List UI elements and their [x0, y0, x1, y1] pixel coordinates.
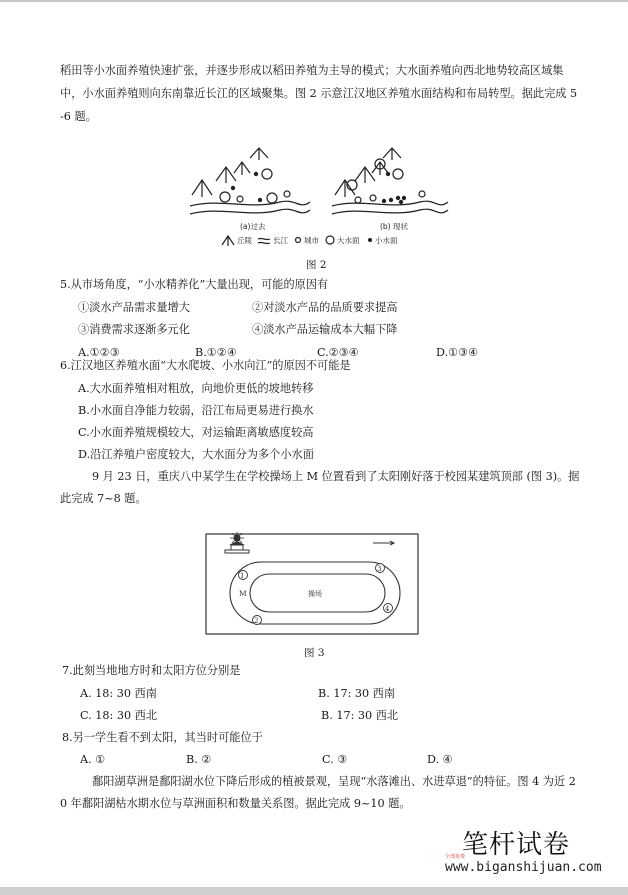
- intro3-line-1: 鄱阳湖草洲是鄱阳湖水位下降后形成的植被景观，呈现“水落滩出、水进草退”的特征。图 4 为近 2: [92, 775, 576, 788]
- top-border: [0, 0, 628, 2]
- q5-option-a: A.①②③: [78, 346, 120, 359]
- svg-text:1: 1: [240, 572, 245, 580]
- q5-option-c: C.②③④: [317, 346, 359, 359]
- watermark-title: 笔杆试卷: [462, 830, 571, 860]
- q6-option-a: A.大水面养殖相对粗放，向地价更低的坡地转移: [78, 382, 314, 395]
- q6-option-c: C.小水面养殖规模较大，对运输距离敏感度较高: [78, 426, 314, 439]
- q5-item-3: ③消费需求逐渐多元化: [78, 323, 190, 336]
- field-label: 操场: [308, 590, 322, 598]
- legend-small-water-icon: [368, 238, 372, 242]
- figure-3-caption: 图 3: [304, 647, 325, 659]
- legend-river-icon: [258, 238, 270, 243]
- intro-line-1: 稻田等小水面养殖快速扩张，并逐步形成以稻田养殖为主导的模式；大水面养殖向西北地势较高区域集: [60, 64, 564, 77]
- svg-text:丘陵: 丘陵: [237, 236, 252, 245]
- intro2-line-1: 9 月 23 日，重庆八中某学生在学校操场上 M 位置看到了太阳刚好落于校园某建筑顶部 (图 3)。据: [92, 470, 580, 483]
- intro2-line-2: 此完成 7~8 题。: [60, 492, 147, 505]
- q7-option-a: A. 18: 30 西南: [80, 687, 157, 700]
- svg-text:4: 4: [385, 605, 390, 613]
- q7-option-c: C. 18: 30 西北: [80, 709, 158, 722]
- q8-stem: 8.另一学生看不到太阳，其当时可能位于: [62, 731, 263, 744]
- watermark-free-tag: 全部免费: [445, 854, 466, 860]
- hill-icon: [216, 167, 236, 183]
- large-water-icon: [220, 192, 230, 202]
- bottom-border: [0, 887, 628, 895]
- q6-option-d: D.沿江养殖户密度较大，大水面分为多个小水面: [78, 448, 314, 461]
- intro3-line-2: 0 年鄱阳湖枯水期水位与草洲面积和数量关系图。据此完成 9~10 题。: [60, 797, 411, 810]
- large-water-icon: [267, 193, 277, 203]
- q6-option-b: B.小水面自净能力较弱，沿江布局更易进行换水: [78, 404, 314, 417]
- q8-option-a: A. ①: [80, 753, 106, 766]
- point-m-label: M: [239, 589, 247, 598]
- figure-3: [205, 532, 420, 637]
- q7-stem: 7.此刻当地地方时和太阳方位分别是: [62, 664, 241, 677]
- svg-text:3: 3: [377, 565, 382, 573]
- figure-2-diagram: [180, 140, 450, 265]
- building-sun-icon: [225, 532, 249, 553]
- q7-option-d: B. 17: 30 西北: [321, 709, 399, 722]
- q5-option-d: D.①③④: [436, 346, 479, 359]
- intro-line-2: 中，小水面养殖则向东南靠近长江的区域聚集。图 2 示意江汉地区养殖水面结构和布局转型。据此完成 5: [60, 87, 578, 100]
- intro-line-3: -6 题。: [60, 110, 97, 123]
- svg-text:大水面: 大水面: [337, 236, 360, 245]
- hill-icon: [250, 148, 268, 160]
- q8-option-b: B. ②: [186, 753, 212, 766]
- hill-icon: [192, 180, 212, 197]
- hill-icon: [234, 162, 250, 175]
- figure-2-caption: 图 2: [306, 259, 327, 271]
- q8-option-d: D. ④: [427, 753, 453, 766]
- q6-stem: 6.江汉地区养殖水面“大水爬坡、小水向江”的原因不可能是: [60, 359, 351, 372]
- q5-item-4: ④淡水产品运输成本大幅下降: [252, 323, 398, 336]
- q5-option-b: B.①②④: [195, 346, 237, 359]
- svg-text:城市: 城市: [304, 236, 319, 245]
- large-water-icon: [262, 169, 272, 179]
- q5-item-2: ②对淡水产品的品质要求提高: [252, 301, 398, 314]
- q5-item-1: ①淡水产品需求量增大: [78, 301, 190, 314]
- q7-option-b: B. 17: 30 西南: [318, 687, 396, 700]
- svg-text:2: 2: [254, 617, 259, 625]
- small-water-icon: [231, 186, 235, 190]
- panel-a-label: (a)过去: [240, 222, 266, 231]
- legend-large-water-icon: [326, 236, 334, 244]
- legend-city-icon: [296, 238, 301, 243]
- svg-text:小水面: 小水面: [375, 236, 398, 245]
- q8-option-c: C. ③: [322, 753, 348, 766]
- figure-3-diagram: [205, 532, 420, 637]
- legend-hill-icon: [222, 236, 234, 246]
- svg-text:长江: 长江: [273, 236, 288, 245]
- q5-stem: 5.从市场角度，“小水精养化”大量出现，可能的原因有: [60, 278, 329, 291]
- watermark-url[interactable]: www.biganshijuan.com: [445, 860, 602, 875]
- panel-b-label: (b) 现状: [380, 222, 408, 231]
- figure-2: [180, 140, 450, 265]
